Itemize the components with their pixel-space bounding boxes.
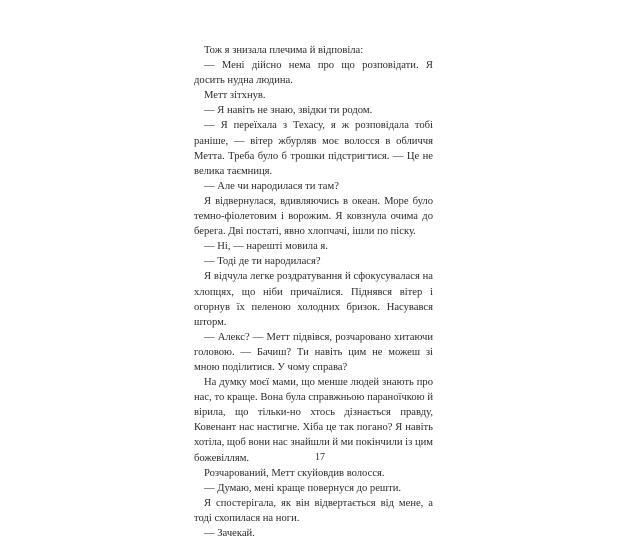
paragraph: — Алекс? — Метт підвівся, розчаровано хитаючи головою. — Бачиш? Ти навіть цим не можеш зі мною поділитися. У чому справа?	[194, 331, 433, 373]
paragraph: — Я переїхала з Техасу, я ж розповідала тобі раніше, — вітер жбурляв моє волосся в обличчя Метта. Треба було б трошки підстригтися. — Це не велика таємниця.	[194, 120, 433, 177]
book-page-text	[194, 43, 433, 541]
paragraph: Я відчула легке роздратування й сфокусувалася на хлопцях, що ніби причаїлися. Піднявся вітер і огорнув їх пеленою холодних бризок. Насувався шторм.	[194, 271, 433, 328]
paragraph: — Зачекай.	[204, 528, 255, 539]
paragraph: — Я навіть не знаю, звідки ти родом.	[204, 105, 373, 117]
paragraph: Тож я знизала плечима й відповіла:	[204, 45, 364, 56]
paragraph: — Ні, — нарешті мовила я.	[204, 241, 328, 253]
paragraph: Я спостерігала, як він відвертається від мене, а тоді схопилася на ноги.	[194, 497, 433, 524]
paragraph: — Думаю, мені краще повернуся до решти.	[204, 482, 402, 494]
paragraph: — Але чи народилася ти там?	[204, 180, 339, 192]
paragraph: Розчарований, Метт скуйовдив волосся.	[204, 467, 385, 479]
paragraph: Метт зітхнув.	[204, 90, 266, 102]
page-number: 17	[315, 452, 325, 463]
paragraph: Я відвернулася, вдивляючись в океан. Море було темно-фіолетовим і ворожим. Я ковзнула очима до берега. Дві постаті, явно хлопчачі, ішли по піску.	[194, 195, 433, 238]
paragraph: — Мені дійсно нема про що розповідати. Я досить нудна людина.	[194, 60, 433, 87]
paragraph: На думку моєї мами, що менше людей знають про нас, то краще. Вона була справжньою параноїчкою й вірила, що тільки-но хтось дізнається правду, Ковенант нас настигне. Хіба це так погано? Я навіть хотіла, щоб вони нас знайшли й ми покінчили із цим божевіллям.	[194, 377, 433, 464]
paragraph: — Тоді де ти народилася?	[204, 256, 321, 268]
